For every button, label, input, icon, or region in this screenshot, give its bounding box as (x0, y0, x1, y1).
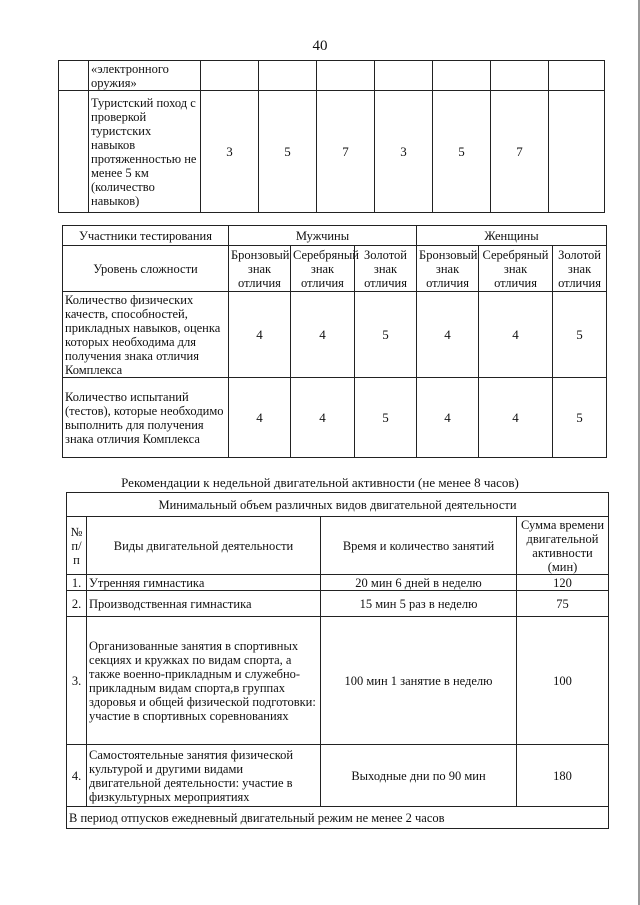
badge-header: Золотой знак отличия (553, 246, 607, 292)
badge-header: Бронзовый знак отличия (229, 246, 291, 292)
table-cell (59, 61, 89, 91)
table-activity (66, 492, 609, 829)
table-cell: 4 (291, 378, 355, 458)
table-cell: 4 (229, 378, 291, 458)
table-cell: 4 (291, 292, 355, 378)
table-row (67, 617, 609, 745)
badge-header: Серебряный знак отличия (291, 246, 355, 292)
row-activity: Утренняя гимнастика (87, 575, 321, 591)
row-activity: Производственная гимнастика (87, 591, 321, 617)
badge-header: Серебряный знак отличия (479, 246, 553, 292)
badge-header: Бронзовый знак отличия (417, 246, 479, 292)
men-header: Мужчины (229, 226, 417, 246)
table-row (59, 61, 605, 91)
table-row (63, 226, 607, 246)
badge-header: Золотой знак отличия (355, 246, 417, 292)
table-cell: 5 (259, 91, 317, 213)
table-row (63, 246, 607, 292)
row-num: 4. (67, 745, 87, 807)
table-continuation (58, 60, 605, 213)
table-cell (259, 61, 317, 91)
participants-header: Участники тестирования (63, 226, 229, 246)
table-cell: 5 (355, 378, 417, 458)
row-num: 3. (67, 617, 87, 745)
table-cell: 4 (417, 378, 479, 458)
table-row (67, 493, 609, 517)
table-row (67, 745, 609, 807)
table-cell: 5 (553, 378, 607, 458)
row-sum: 100 (517, 617, 609, 745)
table-cell (549, 91, 605, 213)
row-label: Количество испытаний (тестов), которые необходимо выполнить для получения знака отличия Комплекса (63, 378, 229, 458)
table-cell: 4 (479, 378, 553, 458)
table-cell: 7 (317, 91, 375, 213)
table-cell: 5 (553, 292, 607, 378)
table-badges (62, 225, 607, 458)
women-header: Женщины (417, 226, 607, 246)
table-cell (491, 61, 549, 91)
table-cell (201, 61, 259, 91)
row-time: 100 мин 1 занятие в неделю (321, 617, 517, 745)
page-number: 40 (312, 38, 328, 54)
table-cell (375, 61, 433, 91)
table-cell: 5 (433, 91, 491, 213)
row-num: 1. (67, 575, 87, 591)
level-header: Уровень сложности (63, 246, 229, 292)
table-cell: 3 (375, 91, 433, 213)
row-sum: 180 (517, 745, 609, 807)
table-cell: 3 (201, 91, 259, 213)
table-cell: 4 (417, 292, 479, 378)
col-time-header: Время и количество занятий (321, 517, 517, 575)
row-time: 20 мин 6 дней в неделю (321, 575, 517, 591)
table-cell (549, 61, 605, 91)
table-row (67, 575, 609, 591)
table-row (59, 91, 605, 213)
activity-table-header: Минимальный объем различных видов двигательной деятельности (67, 493, 609, 517)
col-num-header: № п/п (67, 517, 87, 575)
row-label: «электронного оружия» (89, 61, 201, 91)
table-row (63, 292, 607, 378)
row-label: Туристский поход с проверкой туристских навыков протяженностью не менее 5 км (количество навыков) (89, 91, 201, 213)
col-activity-header: Виды двигательной деятельности (87, 517, 321, 575)
recommendations-title: Рекомендации к недельной двигательной активности (не менее 8 часов) (121, 475, 519, 490)
table-cell: 4 (479, 292, 553, 378)
row-num: 2. (67, 591, 87, 617)
col-sum-header: Сумма времени двигательной активности (мин) (517, 517, 609, 575)
activity-table-footer: В период отпусков ежедневный двигательный режим не менее 2 часов (67, 807, 609, 829)
table-row (67, 517, 609, 575)
table-row (63, 378, 607, 458)
table-cell: 5 (355, 292, 417, 378)
table-cell (59, 91, 89, 213)
row-label: Количество физических качеств, способностей, прикладных навыков, оценка которых необходима для получения знака отличия Комплекса (63, 292, 229, 378)
row-activity: Самостоятельные занятия физической культурой и другими видами двигательной деятельности: участие в физкультурных мероприятиях (87, 745, 321, 807)
row-time: Выходные дни по 90 мин (321, 745, 517, 807)
table-cell (317, 61, 375, 91)
row-activity: Организованные занятия в спортивных секциях и кружках по видам спорта, а также военно-прикладным и служебно-прикладным видам спорта,в группах здоровья и общей физической подготовки: участие в спортивных соревнованиях (87, 617, 321, 745)
table-row (67, 591, 609, 617)
row-sum: 120 (517, 575, 609, 591)
row-sum: 75 (517, 591, 609, 617)
table-row (67, 807, 609, 829)
table-cell (433, 61, 491, 91)
row-time: 15 мин 5 раз в неделю (321, 591, 517, 617)
table-cell: 4 (229, 292, 291, 378)
table-cell: 7 (491, 91, 549, 213)
